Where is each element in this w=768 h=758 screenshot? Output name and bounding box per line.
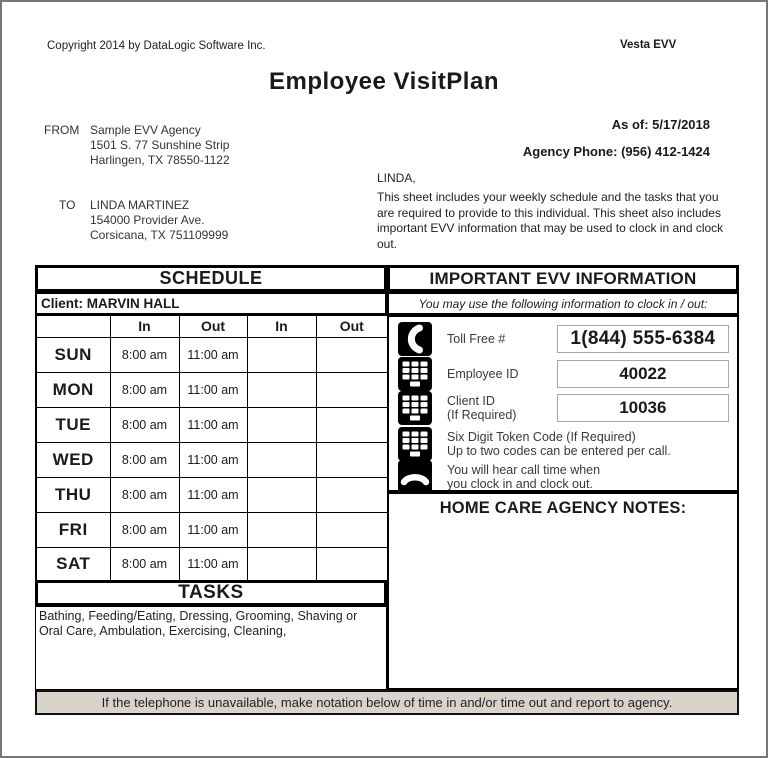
- day-label: THU: [36, 477, 110, 512]
- schedule-row-mon: [36, 372, 388, 407]
- from-address-line: 1501 S. 77 Sunshine Strip: [90, 138, 230, 152]
- to-label: TO: [59, 198, 76, 212]
- tasks-list: Bathing, Feeding/Eating, Dressing, Grooming, Shaving or Oral Care, Ambulation, Exercising, Cleaning,: [35, 606, 387, 690]
- call-time-line2: you clock in and clock out.: [447, 477, 593, 491]
- time-in-cell: [247, 372, 316, 407]
- time-out-cell: 11:00 am: [179, 547, 247, 582]
- schedule-table: [35, 314, 389, 583]
- time-out-cell: [316, 512, 388, 547]
- schedule-row-sun: [36, 337, 388, 372]
- token-code-text: [447, 430, 671, 458]
- time-out-cell: [316, 407, 388, 442]
- time-in-cell: [247, 512, 316, 547]
- agency-notes-box: [387, 492, 739, 690]
- toll-free-value: 1(844) 555-6384: [557, 325, 729, 353]
- time-out-cell: 11:00 am: [179, 477, 247, 512]
- time-in-cell: [247, 547, 316, 582]
- brand-label: Vesta EVV: [620, 39, 677, 51]
- tasks-header: TASKS: [35, 580, 387, 606]
- time-in-cell: [247, 407, 316, 442]
- time-in-cell: 8:00 am: [110, 407, 179, 442]
- time-in-cell: 8:00 am: [110, 372, 179, 407]
- day-label: WED: [36, 442, 110, 477]
- schedule-col-header: In: [110, 315, 179, 337]
- day-label: FRI: [36, 512, 110, 547]
- token-code-line2: Up to two codes can be entered per call.: [447, 444, 671, 458]
- day-label: SUN: [36, 337, 110, 372]
- time-in-cell: 8:00 am: [110, 442, 179, 477]
- employee-id-row: [395, 357, 729, 390]
- schedule-col-header: In: [247, 315, 316, 337]
- phone-hangup-icon: [397, 459, 433, 495]
- client-id-label-line1: Client ID: [447, 394, 495, 408]
- agency-notes-header: HOME CARE AGENCY NOTES:: [439, 499, 687, 517]
- client-id-row: [395, 391, 729, 425]
- salutation: LINDA,: [377, 171, 416, 185]
- time-in-cell: 8:00 am: [110, 477, 179, 512]
- time-out-cell: 11:00 am: [179, 337, 247, 372]
- keypad-icon: [397, 356, 433, 392]
- call-time-row: [395, 462, 729, 492]
- day-label: SAT: [36, 547, 110, 582]
- agency-phone: Agency Phone: (956) 412-1424: [522, 144, 710, 159]
- evv-info-panel: [387, 315, 739, 492]
- copyright-text: Copyright 2014 by DataLogic Software Inc.: [47, 40, 266, 52]
- schedule-col-header: Out: [179, 315, 247, 337]
- as-of-date: As of: 5/17/2018: [611, 117, 710, 132]
- to-address-line: Corsicana, TX 751109999: [90, 228, 229, 242]
- to-address-line: LINDA MARTINEZ: [90, 198, 190, 212]
- time-in-cell: [247, 442, 316, 477]
- client-id-label-line2: (If Required): [447, 408, 517, 422]
- time-out-cell: [316, 372, 388, 407]
- time-out-cell: 11:00 am: [179, 512, 247, 547]
- day-label: MON: [36, 372, 110, 407]
- time-out-cell: 11:00 am: [179, 442, 247, 477]
- client-name-row: Client: MARVIN HALL: [35, 292, 387, 315]
- schedule-header: SCHEDULE: [35, 265, 387, 292]
- call-time-line1: You will hear call time when: [447, 463, 601, 477]
- time-in-cell: 8:00 am: [110, 337, 179, 372]
- time-in-cell: [247, 477, 316, 512]
- schedule-row-wed: [36, 442, 388, 477]
- toll-free-row: [395, 322, 729, 355]
- schedule-row-sat: [36, 547, 388, 582]
- token-code-line1: Six Digit Token Code (If Required): [447, 430, 636, 444]
- schedule-col-header: [36, 315, 110, 337]
- schedule-col-header: Out: [316, 315, 388, 337]
- token-code-row: [395, 427, 729, 461]
- from-address-line: Sample EVV Agency: [90, 123, 201, 137]
- from-address: [90, 123, 230, 168]
- time-out-cell: 11:00 am: [179, 372, 247, 407]
- keypad-icon: [397, 390, 433, 426]
- call-time-text: [447, 463, 600, 491]
- employee-id-label: Employee ID: [447, 366, 519, 381]
- time-in-cell: 8:00 am: [110, 547, 179, 582]
- greeting-body: This sheet includes your weekly schedule and the tasks that you are required to provide to this individual. This sheet also includes important EVV information that may be used to clock in and clock out.: [377, 190, 724, 251]
- evv-subtitle: You may use the following information to clock in / out:: [387, 292, 739, 315]
- page-title: Employee VisitPlan: [269, 68, 499, 95]
- schedule-columns-row: [36, 315, 388, 337]
- schedule-row-fri: [36, 512, 388, 547]
- phone-receiver-icon: [397, 321, 433, 357]
- keypad-icon: [397, 426, 433, 462]
- time-out-cell: [316, 337, 388, 372]
- time-in-cell: 8:00 am: [110, 512, 179, 547]
- client-id-label: [447, 394, 557, 422]
- from-label: FROM: [44, 123, 80, 137]
- to-address-line: 154000 Provider Ave.: [90, 213, 205, 227]
- time-out-cell: [316, 442, 388, 477]
- day-label: TUE: [36, 407, 110, 442]
- evv-info-header: IMPORTANT EVV INFORMATION: [387, 265, 739, 292]
- employee-id-value: 40022: [557, 360, 729, 388]
- telephone-unavailable-notice: If the telephone is unavailable, make notation below of time in and/or time out and report to agency.: [35, 690, 739, 715]
- toll-free-label: Toll Free #: [447, 331, 506, 346]
- schedule-row-thu: [36, 477, 388, 512]
- time-out-cell: [316, 477, 388, 512]
- time-in-cell: [247, 337, 316, 372]
- to-address: [90, 198, 228, 243]
- client-id-value: 10036: [557, 394, 729, 422]
- schedule-row-tue: [36, 407, 388, 442]
- time-out-cell: 11:00 am: [179, 407, 247, 442]
- from-address-line: Harlingen, TX 78550-1122: [90, 153, 230, 167]
- time-out-cell: [316, 547, 388, 582]
